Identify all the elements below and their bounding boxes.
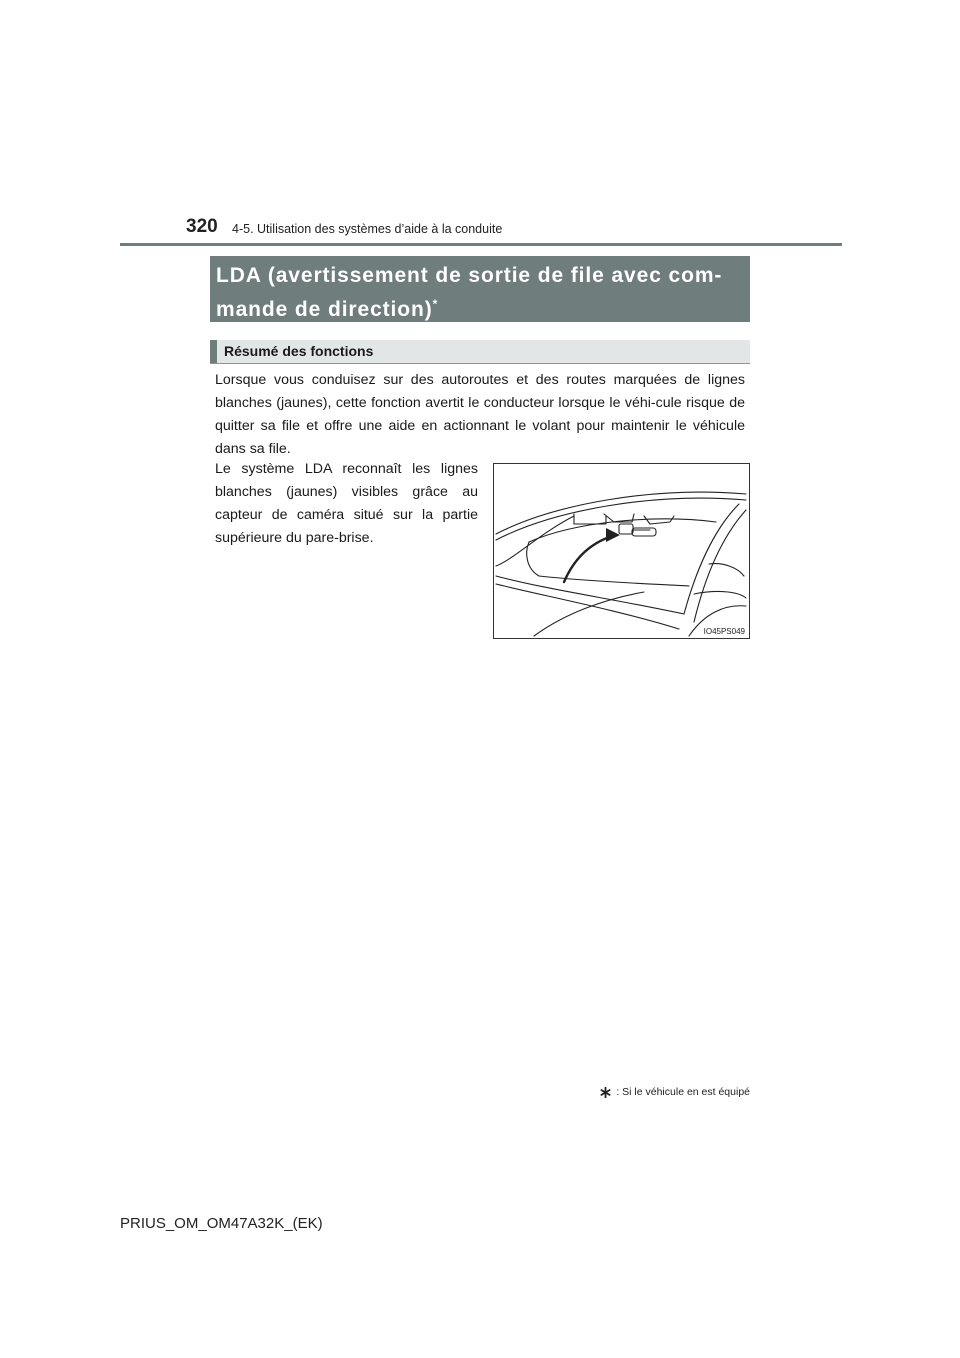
asterisk-icon: [600, 1087, 611, 1098]
body-paragraph-1: Lorsque vous conduisez sur des autoroutes et des routes marquées de lignes blanches (jaunes), cette fonction avertit le conducteur lorsque le véhi-cule risque de quitter sa file et offre une aide en actionnant le volant pour maintenir le véhicule dans sa file.: [215, 372, 745, 457]
figure-code: IO45PS049: [703, 627, 745, 636]
windshield-camera-figure: [493, 463, 750, 639]
title-asterisk-marker: *: [432, 297, 439, 311]
page-title: [216, 262, 750, 322]
page-number: 320: [186, 216, 218, 237]
footnote: [600, 1086, 750, 1098]
subsection-bar: [210, 340, 750, 364]
footer-doc-code: PRIUS_OM_OM47A32K_(EK): [120, 1215, 323, 1232]
section-title-box: [210, 256, 750, 322]
header-divider: [120, 243, 842, 246]
body-paragraph-2: Le système LDA reconnaît les lignes blanches (jaunes) visibles grâce au capteur de caméra situé sur la partie supérieure du pare-brise.: [215, 461, 478, 546]
subsection-accent: [210, 340, 217, 363]
page-title-text: LDA (avertissement de sortie de file avec com- mande de direction): [216, 264, 723, 321]
section-header: 4-5. Utilisation des systèmes d’aide à la conduite: [232, 222, 503, 236]
footnote-text: : Si le véhicule en est équipé: [616, 1086, 750, 1098]
windshield-camera-illustration: [494, 464, 749, 638]
subsection-title: Résumé des fonctions: [224, 343, 374, 359]
